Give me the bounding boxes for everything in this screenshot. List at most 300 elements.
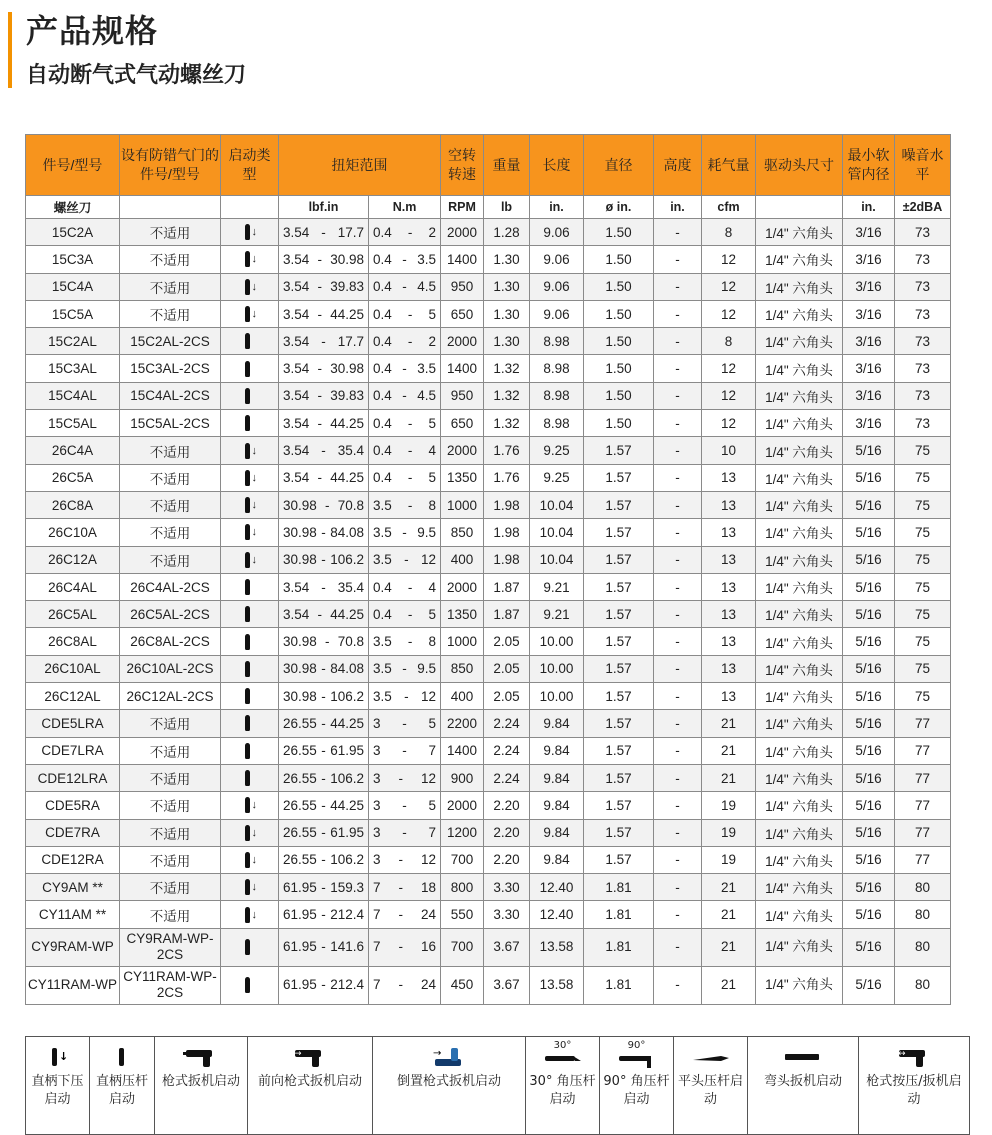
torque-nm-cell-max: 12	[420, 552, 436, 568]
alt-model-cell: 不适用	[120, 546, 221, 573]
rpm-cell: 2000	[441, 219, 484, 246]
range-dash: -	[398, 977, 403, 993]
lever-start-icon: ↓	[242, 223, 258, 241]
range-dash: -	[321, 852, 326, 868]
model-cell: 15C3AL	[26, 355, 120, 382]
torque-lbf-cell-min: 30.98	[283, 497, 317, 513]
drive-cell: 1/4" 六角头	[756, 491, 843, 518]
lever-start-icon: ↓	[242, 906, 258, 924]
alt-model-cell: 不适用	[120, 792, 221, 819]
torque-nm-cell-min: 3.5	[373, 524, 392, 540]
drive-cell: 1/4" 六角头	[756, 764, 843, 791]
height-cell: -	[654, 655, 702, 682]
torque-lbf-cell	[279, 546, 369, 573]
noise-cell: 73	[895, 382, 951, 409]
torque-nm-cell	[369, 601, 441, 628]
model-cell: 26C12A	[26, 546, 120, 573]
torque-nm-cell	[369, 764, 441, 791]
header-row	[26, 135, 951, 196]
legend-item	[90, 1037, 155, 1135]
range-dash: -	[321, 907, 326, 923]
push-start-icon	[242, 387, 258, 405]
air-cell: 19	[702, 792, 756, 819]
noise-cell: 75	[895, 573, 951, 600]
noise-cell: 77	[895, 764, 951, 791]
torque-nm-cell-min: 3	[373, 715, 381, 731]
range-dash: -	[321, 939, 326, 955]
torque-lbf-cell	[279, 901, 369, 928]
height-cell: -	[654, 966, 702, 1004]
model-cell: CDE12LRA	[26, 764, 120, 791]
hose-cell: 3/16	[843, 300, 895, 327]
hose-cell: 3/16	[843, 328, 895, 355]
rpm-cell: 650	[441, 300, 484, 327]
length-cell: 9.25	[530, 437, 584, 464]
push-start-icon	[242, 360, 258, 378]
hose-cell: 3/16	[843, 219, 895, 246]
torque-nm-cell	[369, 710, 441, 737]
range-dash: -	[407, 470, 413, 486]
range-dash: -	[317, 306, 322, 322]
drive-cell: 1/4" 六角头	[756, 737, 843, 764]
noise-cell: 77	[895, 710, 951, 737]
drive-cell: 1/4" 六角头	[756, 273, 843, 300]
alt-model-cell: 不适用	[120, 519, 221, 546]
torque-nm-cell-max: 12	[420, 852, 436, 868]
torque-lbf-cell-min: 30.98	[283, 688, 317, 704]
torque-lbf-cell-min: 30.98	[283, 552, 317, 568]
table-row	[26, 655, 951, 682]
diameter-cell: 1.50	[584, 328, 654, 355]
table-row	[26, 355, 951, 382]
torque-nm-cell-min: 0.4	[373, 415, 392, 431]
torque-nm-cell-max: 18	[420, 879, 436, 895]
length-cell: 8.98	[530, 328, 584, 355]
rpm-cell: 700	[441, 846, 484, 873]
length-cell: 13.58	[530, 928, 584, 966]
range-dash: -	[398, 770, 403, 786]
range-dash: -	[402, 279, 407, 295]
weight-cell: 1.87	[484, 601, 530, 628]
drive-cell: 1/4" 六角头	[756, 966, 843, 1004]
lever-start-icon: ↓	[242, 523, 258, 541]
rpm-cell: 400	[441, 683, 484, 710]
range-dash: -	[321, 977, 326, 993]
col-alt: 设有防错气门的件号/型号	[120, 135, 221, 196]
drive-cell: 1/4" 六角头	[756, 573, 843, 600]
torque-lbf-cell-min: 3.54	[283, 579, 310, 595]
torque-lbf-cell-min: 26.55	[283, 852, 317, 868]
lever-start-icon: ↓	[242, 824, 258, 842]
torque-lbf-cell	[279, 519, 369, 546]
torque-nm-cell	[369, 846, 441, 873]
table-row	[26, 874, 951, 901]
height-cell: -	[654, 737, 702, 764]
alt-model-cell: 26C5AL-2CS	[120, 601, 221, 628]
torque-lbf-cell	[279, 874, 369, 901]
weight-cell: 3.30	[484, 901, 530, 928]
rpm-cell: 450	[441, 966, 484, 1004]
height-cell: -	[654, 219, 702, 246]
model-cell: 26C8A	[26, 491, 120, 518]
torque-lbf-cell-min: 3.54	[283, 470, 310, 486]
legend-label: 平头压杆启动	[677, 1074, 743, 1107]
legend-item	[748, 1037, 859, 1135]
torque-nm-cell-max: 7	[428, 825, 436, 841]
torque-lbf-cell	[279, 246, 369, 273]
col-rpm: 空转转速	[441, 135, 484, 196]
rpm-cell: 800	[441, 874, 484, 901]
torque-lbf-cell-min: 61.95	[283, 939, 317, 955]
push-start-icon	[242, 742, 258, 760]
torque-nm-cell-max: 16	[420, 939, 436, 955]
hose-cell: 5/16	[843, 437, 895, 464]
torque-nm-cell	[369, 300, 441, 327]
table-row	[26, 246, 951, 273]
rpm-cell: 900	[441, 764, 484, 791]
torque-lbf-cell-min: 26.55	[283, 743, 317, 759]
drive-cell: 1/4" 六角头	[756, 219, 843, 246]
torque-nm-cell	[369, 491, 441, 518]
torque-lbf-cell-max: 106.2	[330, 852, 364, 868]
alt-model-cell: 26C4AL-2CS	[120, 573, 221, 600]
alt-model-cell: 不适用	[120, 901, 221, 928]
torque-lbf-cell	[279, 328, 369, 355]
model-cell: 26C4A	[26, 437, 120, 464]
range-dash: -	[404, 688, 409, 704]
unit-model: 螺丝刀	[26, 196, 120, 219]
torque-lbf-cell	[279, 764, 369, 791]
air-cell: 21	[702, 737, 756, 764]
start-type-cell	[221, 464, 279, 491]
alt-model-cell: 不适用	[120, 273, 221, 300]
torque-nm-cell-max: 7	[428, 743, 436, 759]
torque-nm-cell-max: 5	[428, 715, 436, 731]
noise-cell: 73	[895, 300, 951, 327]
push-start-icon	[242, 332, 258, 350]
torque-nm-cell-max: 9.5	[417, 661, 436, 677]
hose-cell: 5/16	[843, 819, 895, 846]
torque-nm-cell-max: 24	[420, 907, 436, 923]
range-dash: -	[321, 524, 326, 540]
legend-item	[859, 1037, 970, 1135]
torque-lbf-cell-min: 3.54	[283, 224, 310, 240]
weight-cell: 1.32	[484, 410, 530, 437]
air-cell: 13	[702, 683, 756, 710]
model-cell: 26C10A	[26, 519, 120, 546]
noise-cell: 77	[895, 819, 951, 846]
rpm-cell: 1000	[441, 491, 484, 518]
legend-label: 枪式扳机启动	[161, 1074, 240, 1089]
torque-nm-cell-min: 3.5	[373, 634, 392, 650]
torque-nm-cell	[369, 410, 441, 437]
col-noise: 噪音水平	[895, 135, 951, 196]
drive-cell: 1/4" 六角头	[756, 328, 843, 355]
rpm-cell: 850	[441, 655, 484, 682]
air-cell: 13	[702, 519, 756, 546]
range-dash: -	[321, 333, 326, 349]
torque-nm-cell	[369, 792, 441, 819]
length-cell: 9.84	[530, 846, 584, 873]
alt-model-cell: 不适用	[120, 491, 221, 518]
drive-cell: 1/4" 六角头	[756, 601, 843, 628]
model-cell: CY9RAM-WP	[26, 928, 120, 966]
model-cell: 15C4A	[26, 273, 120, 300]
table-row	[26, 464, 951, 491]
start-type-cell	[221, 246, 279, 273]
noise-cell: 75	[895, 437, 951, 464]
start-type-cell	[221, 710, 279, 737]
torque-lbf-cell-max: 39.83	[330, 279, 364, 295]
torque-lbf-cell-max: 61.95	[330, 743, 364, 759]
length-cell: 10.04	[530, 491, 584, 518]
weight-cell: 3.67	[484, 966, 530, 1004]
diameter-cell: 1.81	[584, 966, 654, 1004]
weight-cell: 1.30	[484, 273, 530, 300]
air-cell: 8	[702, 328, 756, 355]
range-dash: -	[402, 661, 407, 677]
flat-head-icon	[675, 1043, 746, 1071]
torque-lbf-cell	[279, 382, 369, 409]
col-hose: 最小软管内径	[843, 135, 895, 196]
air-cell: 12	[702, 300, 756, 327]
air-cell: 8	[702, 219, 756, 246]
torque-nm-cell-max: 5	[428, 470, 436, 486]
rpm-cell: 1400	[441, 355, 484, 382]
angle-badge: 90°	[627, 1040, 646, 1051]
lever-start-icon: ↓	[242, 469, 258, 487]
unit-dia: ø in.	[584, 196, 654, 219]
noise-cell: 75	[895, 546, 951, 573]
drive-cell: 1/4" 六角头	[756, 382, 843, 409]
range-dash: -	[321, 579, 326, 595]
torque-nm-cell-max: 4.5	[417, 279, 436, 295]
torque-nm-cell	[369, 655, 441, 682]
range-dash: -	[402, 361, 407, 377]
model-cell: 15C4AL	[26, 382, 120, 409]
unit-noise: ±2dBA	[895, 196, 951, 219]
air-cell: 13	[702, 655, 756, 682]
range-dash: -	[317, 279, 322, 295]
angle-badge: 30°	[553, 1040, 572, 1051]
range-dash: -	[402, 524, 407, 540]
air-cell: 13	[702, 546, 756, 573]
torque-lbf-cell-min: 61.95	[283, 907, 317, 923]
range-dash: -	[321, 770, 326, 786]
torque-lbf-cell	[279, 966, 369, 1004]
alt-model-cell: 不适用	[120, 874, 221, 901]
height-cell: -	[654, 328, 702, 355]
weight-cell: 1.76	[484, 437, 530, 464]
model-cell: 26C5AL	[26, 601, 120, 628]
col-air: 耗气量	[702, 135, 756, 196]
hose-cell: 5/16	[843, 901, 895, 928]
lever-start-icon: ↓	[242, 878, 258, 896]
air-cell: 21	[702, 928, 756, 966]
noise-cell: 75	[895, 601, 951, 628]
torque-nm-cell-min: 3	[373, 770, 381, 786]
rpm-cell: 1000	[441, 628, 484, 655]
hose-cell: 5/16	[843, 491, 895, 518]
air-cell: 12	[702, 410, 756, 437]
table-row	[26, 546, 951, 573]
diameter-cell: 1.57	[584, 519, 654, 546]
length-cell: 9.21	[530, 573, 584, 600]
table-row	[26, 792, 951, 819]
torque-nm-cell	[369, 464, 441, 491]
torque-lbf-cell	[279, 928, 369, 966]
diameter-cell: 1.81	[584, 874, 654, 901]
svg-text:→: →	[433, 1048, 442, 1059]
weight-cell: 3.67	[484, 928, 530, 966]
air-cell: 13	[702, 601, 756, 628]
hose-cell: 3/16	[843, 410, 895, 437]
length-cell: 10.04	[530, 546, 584, 573]
legend-item	[155, 1037, 248, 1135]
length-cell: 10.04	[530, 519, 584, 546]
height-cell: -	[654, 628, 702, 655]
torque-lbf-cell	[279, 300, 369, 327]
air-cell: 13	[702, 628, 756, 655]
torque-lbf-cell-max: 84.08	[330, 661, 364, 677]
torque-nm-cell-min: 0.4	[373, 224, 392, 240]
torque-nm-cell-max: 24	[420, 977, 436, 993]
torque-lbf-cell-min: 26.55	[283, 797, 317, 813]
height-cell: -	[654, 901, 702, 928]
length-cell: 9.84	[530, 819, 584, 846]
torque-lbf-cell	[279, 273, 369, 300]
table-row	[26, 764, 951, 791]
table-row	[26, 601, 951, 628]
col-length: 长度	[530, 135, 584, 196]
alt-model-cell: 15C5AL-2CS	[120, 410, 221, 437]
torque-nm-cell-min: 0.4	[373, 470, 392, 486]
rpm-cell: 1400	[441, 737, 484, 764]
unit-lb: lb	[484, 196, 530, 219]
noise-cell: 73	[895, 410, 951, 437]
table-row	[26, 928, 951, 966]
model-cell: 15C2AL	[26, 328, 120, 355]
torque-lbf-cell-min: 30.98	[283, 634, 317, 650]
model-cell: 15C2A	[26, 219, 120, 246]
torque-nm-cell-max: 12	[420, 688, 436, 704]
diameter-cell: 1.57	[584, 710, 654, 737]
length-cell: 8.98	[530, 410, 584, 437]
length-cell: 9.84	[530, 764, 584, 791]
alt-model-cell: 不适用	[120, 219, 221, 246]
spec-table	[25, 134, 951, 1005]
diameter-cell: 1.57	[584, 792, 654, 819]
weight-cell: 1.98	[484, 519, 530, 546]
length-cell: 10.00	[530, 683, 584, 710]
noise-cell: 77	[895, 846, 951, 873]
model-cell: 15C3A	[26, 246, 120, 273]
table-row	[26, 573, 951, 600]
range-dash: -	[407, 306, 413, 322]
weight-cell: 1.98	[484, 491, 530, 518]
height-cell: -	[654, 519, 702, 546]
torque-lbf-cell-min: 3.54	[283, 388, 310, 404]
start-type-cell	[221, 519, 279, 546]
start-type-cell	[221, 273, 279, 300]
range-dash: -	[407, 333, 413, 349]
alt-model-cell: CY11RAM-WP-2CS	[120, 966, 221, 1004]
start-type-cell	[221, 491, 279, 518]
range-dash: -	[321, 443, 326, 459]
height-cell: -	[654, 846, 702, 873]
inverted-pistol-icon	[374, 1043, 524, 1071]
range-dash: -	[321, 224, 326, 240]
push-start-icon	[242, 976, 258, 994]
diameter-cell: 1.57	[584, 573, 654, 600]
noise-cell: 73	[895, 328, 951, 355]
torque-nm-cell-min: 3.5	[373, 688, 392, 704]
start-type-cell	[221, 966, 279, 1004]
range-dash: -	[321, 797, 326, 813]
push-start-icon	[242, 578, 258, 596]
torque-nm-cell-min: 3.5	[373, 497, 392, 513]
col-diameter: 直径	[584, 135, 654, 196]
table-row	[26, 846, 951, 873]
torque-lbf-cell	[279, 655, 369, 682]
table-row	[26, 819, 951, 846]
drive-cell: 1/4" 六角头	[756, 874, 843, 901]
range-dash: -	[398, 907, 403, 923]
diameter-cell: 1.57	[584, 764, 654, 791]
torque-nm-cell	[369, 819, 441, 846]
alt-model-cell: 15C2AL-2CS	[120, 328, 221, 355]
col-torque: 扭矩范围	[279, 135, 441, 196]
height-cell: -	[654, 464, 702, 491]
height-cell: -	[654, 573, 702, 600]
length-cell: 8.98	[530, 382, 584, 409]
torque-nm-cell-max: 3.5	[417, 251, 436, 267]
torque-lbf-cell	[279, 846, 369, 873]
range-dash: -	[404, 552, 409, 568]
drive-cell: 1/4" 六角头	[756, 410, 843, 437]
alt-model-cell: 26C10AL-2CS	[120, 655, 221, 682]
height-cell: -	[654, 683, 702, 710]
alt-model-cell: 不适用	[120, 464, 221, 491]
rpm-cell: 850	[441, 519, 484, 546]
torque-nm-cell-min: 7	[373, 907, 381, 923]
air-cell: 12	[702, 355, 756, 382]
diameter-cell: 1.57	[584, 546, 654, 573]
torque-nm-cell-min: 3	[373, 743, 381, 759]
weight-cell: 2.05	[484, 683, 530, 710]
drive-cell: 1/4" 六角头	[756, 464, 843, 491]
height-cell: -	[654, 819, 702, 846]
lever-start-icon: ↓	[242, 551, 258, 569]
torque-nm-cell-max: 2	[428, 333, 436, 349]
alt-model-cell: 不适用	[120, 846, 221, 873]
torque-lbf-cell-min: 3.54	[283, 606, 310, 622]
alt-model-cell: 不适用	[120, 300, 221, 327]
weight-cell: 1.32	[484, 382, 530, 409]
torque-nm-cell-max: 2	[428, 224, 436, 240]
hose-cell: 5/16	[843, 846, 895, 873]
noise-cell: 80	[895, 966, 951, 1004]
col-drive: 驱动头尺寸	[756, 135, 843, 196]
torque-lbf-cell-max: 44.25	[330, 415, 364, 431]
diameter-cell: 1.57	[584, 437, 654, 464]
start-type-cell	[221, 874, 279, 901]
push-start-icon	[242, 633, 258, 651]
drive-cell: 1/4" 六角头	[756, 792, 843, 819]
rpm-cell: 550	[441, 901, 484, 928]
push-start-icon	[242, 414, 258, 432]
noise-cell: 73	[895, 355, 951, 382]
